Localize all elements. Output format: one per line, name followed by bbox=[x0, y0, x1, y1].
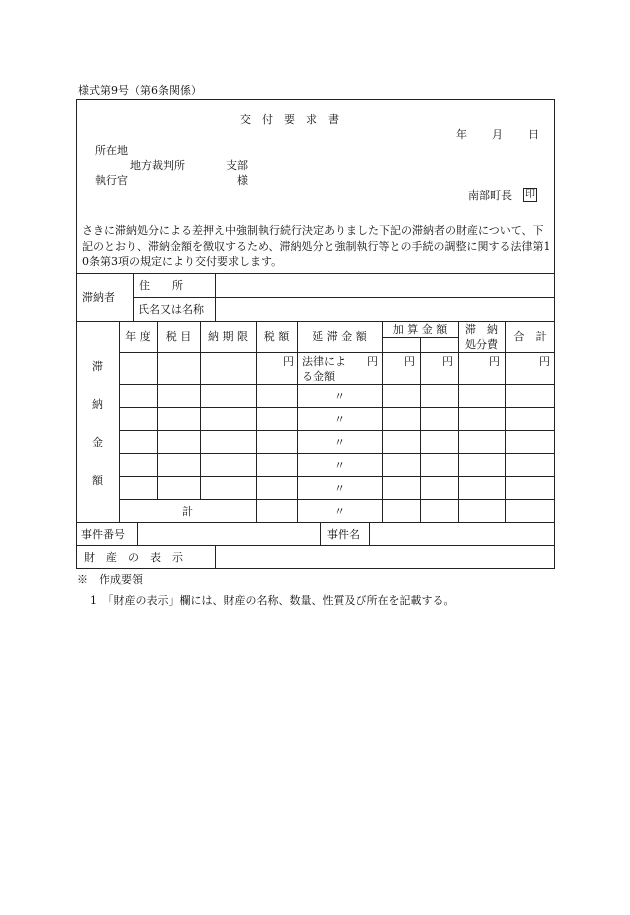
divider bbox=[76, 522, 555, 523]
divider bbox=[215, 273, 216, 321]
header-deadline: 納 期 限 bbox=[208, 330, 248, 343]
divider bbox=[137, 522, 138, 545]
legal-amount-label: 法律によ bbox=[302, 355, 346, 368]
divider bbox=[200, 321, 201, 499]
yen-unit: 円 bbox=[489, 355, 500, 368]
divider bbox=[505, 321, 506, 522]
seal-stamp: 印 bbox=[525, 189, 535, 200]
recipient-branch: 支部 bbox=[226, 159, 248, 172]
notes-heading: ※ 作成要領 bbox=[77, 573, 143, 586]
case-number-label: 事件番号 bbox=[81, 528, 125, 541]
header-fee-top: 滞 納 bbox=[465, 323, 498, 336]
header-additional: 加 算 金 額 bbox=[392, 323, 448, 336]
divider bbox=[256, 321, 257, 522]
date-day: 日 bbox=[528, 128, 539, 141]
divider bbox=[133, 297, 555, 298]
case-name-label: 事件名 bbox=[327, 528, 360, 541]
total-label: 計 bbox=[182, 505, 193, 518]
document-title: 交 付 要 求 書 bbox=[240, 113, 339, 126]
ditto-mark: 〃 bbox=[334, 436, 345, 449]
date-month: 月 bbox=[492, 128, 503, 141]
header-tax-item: 税 目 bbox=[165, 330, 192, 343]
divider bbox=[76, 321, 555, 322]
yen-unit: 円 bbox=[442, 355, 453, 368]
divider bbox=[157, 321, 158, 499]
notes-item: 1 「財産の表示」欄には、財産の名称、数量、性質及び所在を記載する。 bbox=[90, 594, 455, 607]
amount-side-label: 額 bbox=[92, 474, 103, 487]
divider bbox=[119, 384, 555, 385]
divider bbox=[119, 321, 120, 522]
divider bbox=[119, 352, 555, 353]
header-year: 年 度 bbox=[125, 330, 151, 343]
divider bbox=[320, 522, 321, 545]
divider bbox=[458, 321, 459, 522]
header-delinquency: 延 滞 金 額 bbox=[312, 330, 367, 343]
yen-unit: 円 bbox=[404, 355, 415, 368]
divider bbox=[133, 273, 134, 321]
yen-unit: 円 bbox=[283, 355, 294, 368]
recipient-location: 所在地 bbox=[95, 144, 128, 157]
divider bbox=[420, 337, 421, 522]
sender-name: 南部町長 bbox=[468, 189, 512, 202]
divider bbox=[119, 453, 555, 454]
amount-side-label: 金 bbox=[92, 436, 103, 449]
divider bbox=[119, 476, 555, 477]
legal-amount-label: る金額 bbox=[302, 370, 335, 383]
recipient-officer: 執行官 bbox=[95, 174, 128, 187]
recipient-honorific: 様 bbox=[237, 174, 248, 187]
ditto-mark: 〃 bbox=[334, 413, 345, 426]
ditto-mark: 〃 bbox=[334, 482, 345, 495]
divider bbox=[119, 430, 555, 431]
address-label: 住 所 bbox=[139, 279, 183, 292]
ditto-mark: 〃 bbox=[334, 505, 345, 518]
header-tax-amount: 税 額 bbox=[263, 330, 290, 343]
divider bbox=[369, 522, 370, 545]
property-label: 財 産 の 表 示 bbox=[84, 551, 183, 564]
divider bbox=[119, 407, 555, 408]
ditto-mark: 〃 bbox=[334, 459, 345, 472]
divider bbox=[76, 545, 555, 546]
yen-unit: 円 bbox=[367, 355, 378, 368]
form-label: 様式第9号（第6条関係） bbox=[78, 84, 202, 97]
recipient-court: 地方裁判所 bbox=[130, 159, 185, 172]
amount-side-label: 納 bbox=[92, 398, 103, 411]
taxpayer-label: 滞納者 bbox=[82, 291, 115, 304]
yen-unit: 円 bbox=[539, 355, 550, 368]
request-body-text: さきに滞納処分による差押え中強制執行続行決定ありました下記の滞納者の財産について、下記のとおり、滞納金額を徴収するため、滞納処分と強制執行等との手続の調整に関する法律第10条第3項の規定により交付要求します。 bbox=[82, 224, 551, 268]
name-label: 氏名又は名称 bbox=[138, 303, 204, 316]
header-total: 合 計 bbox=[513, 330, 547, 343]
divider bbox=[382, 321, 383, 522]
ditto-mark: 〃 bbox=[334, 390, 345, 403]
date-year: 年 bbox=[456, 128, 467, 141]
header-fee-bottom: 処分費 bbox=[465, 338, 498, 351]
amount-side-label: 滞 bbox=[92, 360, 103, 373]
divider bbox=[215, 545, 216, 569]
divider bbox=[119, 499, 555, 500]
divider bbox=[76, 273, 555, 274]
